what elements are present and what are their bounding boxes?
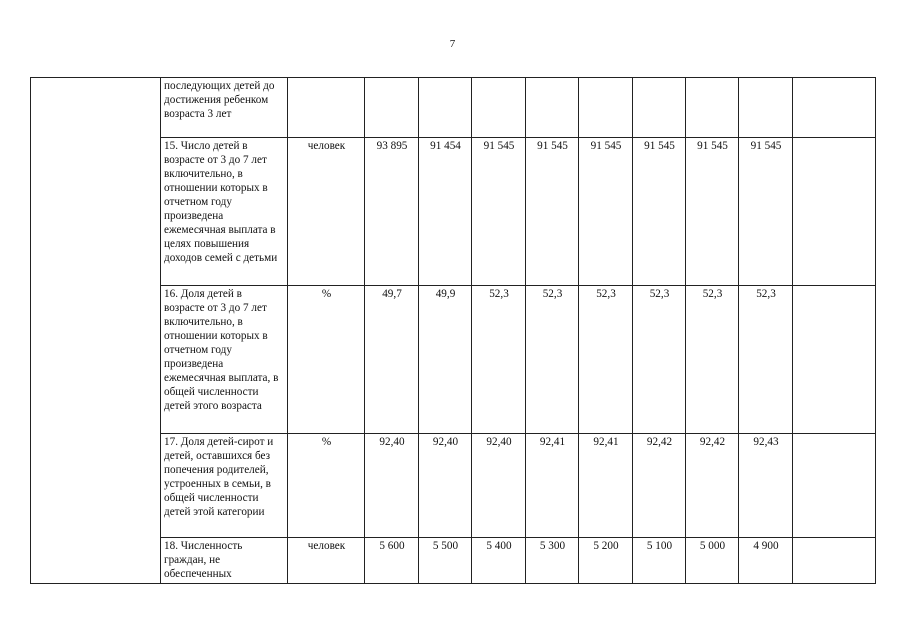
value-cell (579, 78, 633, 138)
value-cell: 49,7 (365, 286, 419, 434)
indicator-cell: последующих детей до достижения ребенком возраста 3 лет (161, 78, 288, 138)
indicator-cell: 15. Число детей в возрасте от 3 до 7 лет включительно, в отношении которых в отчетном году произведена ежемесячная выплата в целях повышения доходов семей с детьми (161, 138, 288, 286)
value-cell: 52,3 (739, 286, 793, 434)
value-cell: 91 454 (419, 138, 472, 286)
value-cell (419, 78, 472, 138)
page-number: 7 (449, 38, 456, 50)
value-cell: 91 545 (633, 138, 686, 286)
value-cell: 5 000 (686, 538, 739, 584)
value-cell: 5 300 (526, 538, 579, 584)
value-cell: 91 545 (579, 138, 633, 286)
value-cell: 92,40 (419, 434, 472, 538)
extra-cell (793, 286, 876, 434)
value-cell: 93 895 (365, 138, 419, 286)
extra-cell (793, 538, 876, 584)
value-cell: 92,41 (526, 434, 579, 538)
indicators-table (30, 77, 876, 584)
value-cell (365, 78, 419, 138)
value-cell (633, 78, 686, 138)
value-cell: 5 600 (365, 538, 419, 584)
value-cell: 5 200 (579, 538, 633, 584)
value-cell: 49,9 (419, 286, 472, 434)
extra-cell (793, 434, 876, 538)
value-cell: 52,3 (526, 286, 579, 434)
value-cell: 52,3 (579, 286, 633, 434)
value-cell: 91 545 (526, 138, 579, 286)
value-cell: 91 545 (472, 138, 526, 286)
unit-cell: человек (288, 538, 365, 584)
value-cell: 5 400 (472, 538, 526, 584)
indicator-cell: 17. Доля детей-сирот и детей, оставшихся без попечения родителей, устроенных в семьи, в общей численности детей этой категории (161, 434, 288, 538)
program-name-cell (31, 78, 161, 584)
value-cell: 92,41 (579, 434, 633, 538)
indicator-cell: 18. Численность граждан, не обеспеченных (161, 538, 288, 584)
unit-cell (288, 78, 365, 138)
value-cell (739, 78, 793, 138)
value-cell: 52,3 (686, 286, 739, 434)
indicator-cell: 16. Доля детей в возрасте от 3 до 7 лет включительно, в отношении которых в отчетном году произведена ежемесячная выплата, в общей численности детей этого возраста (161, 286, 288, 434)
value-cell: 92,40 (472, 434, 526, 538)
extra-cell (793, 78, 876, 138)
value-cell: 92,42 (633, 434, 686, 538)
value-cell: 4 900 (739, 538, 793, 584)
value-cell (526, 78, 579, 138)
unit-cell: человек (288, 138, 365, 286)
value-cell: 91 545 (739, 138, 793, 286)
value-cell: 92,42 (686, 434, 739, 538)
value-cell (686, 78, 739, 138)
value-cell: 52,3 (472, 286, 526, 434)
unit-cell: % (288, 286, 365, 434)
table-row (31, 78, 876, 138)
value-cell: 92,40 (365, 434, 419, 538)
value-cell: 5 500 (419, 538, 472, 584)
value-cell: 91 545 (686, 138, 739, 286)
value-cell (472, 78, 526, 138)
value-cell: 5 100 (633, 538, 686, 584)
extra-cell (793, 138, 876, 286)
value-cell: 52,3 (633, 286, 686, 434)
unit-cell: % (288, 434, 365, 538)
value-cell: 92,43 (739, 434, 793, 538)
